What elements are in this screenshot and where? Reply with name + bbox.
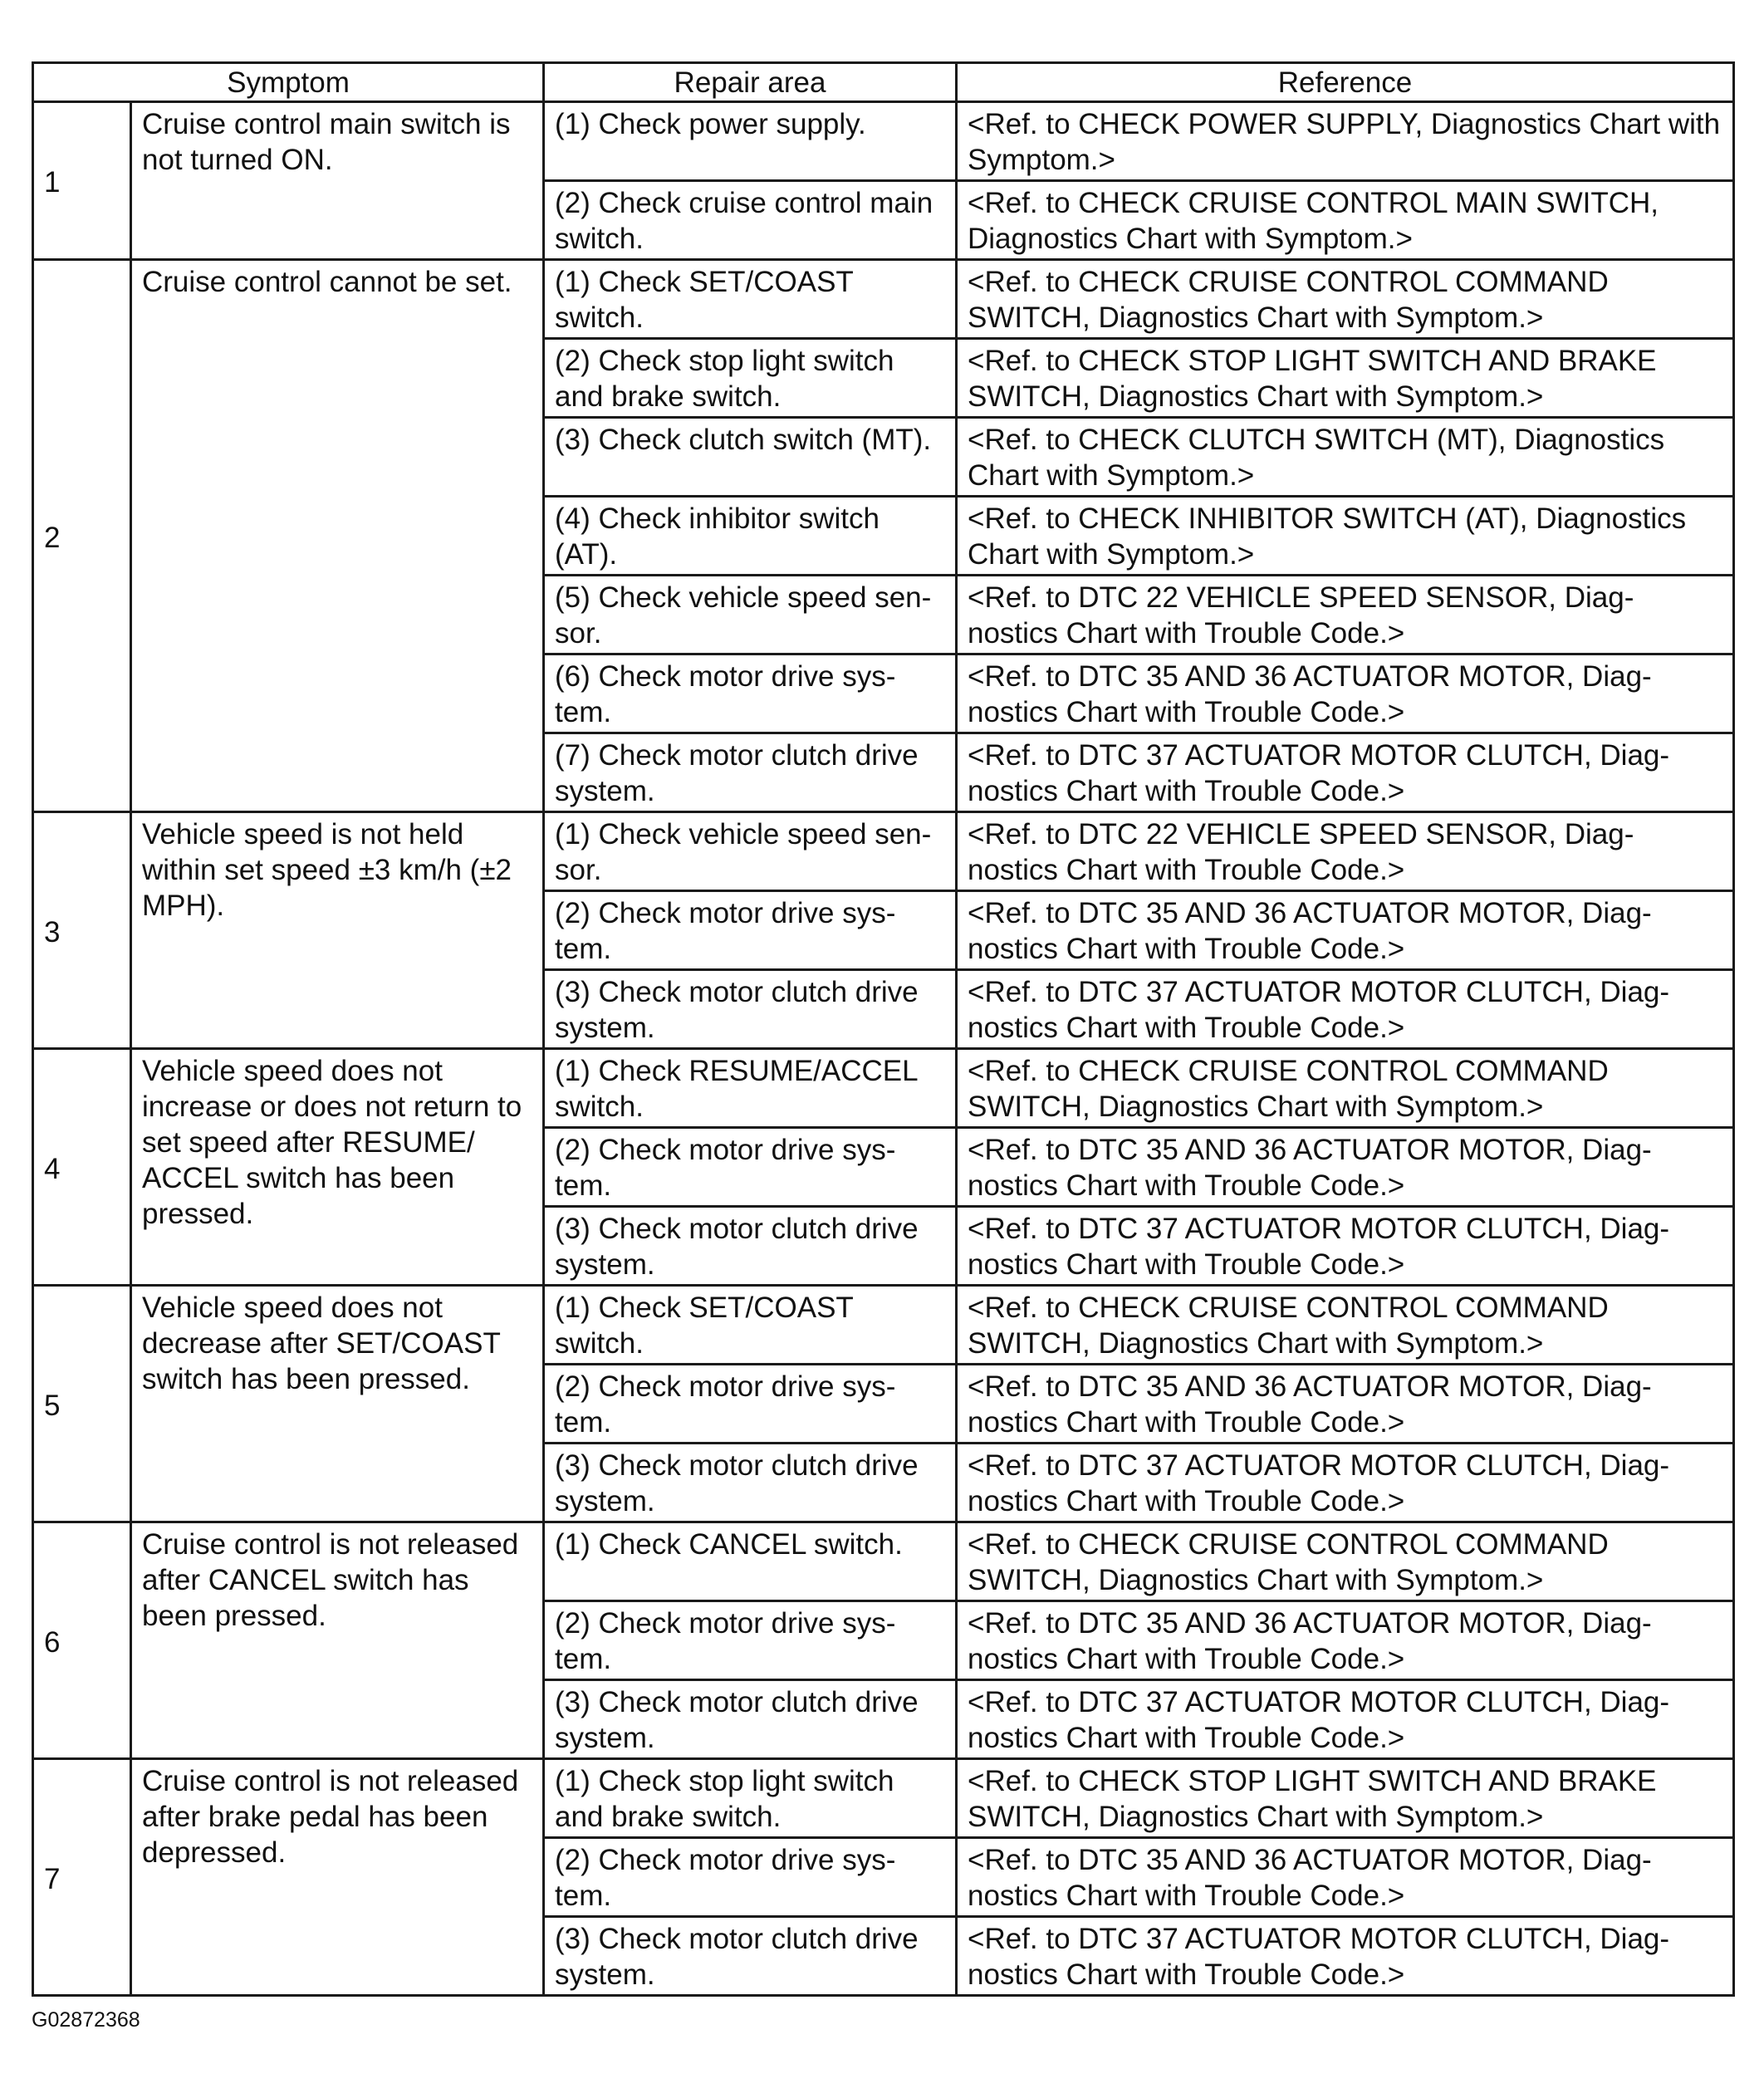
repair-area-cell: (2) Check stop light switch and brake switch. <box>544 339 957 418</box>
table-body <box>33 102 1734 1996</box>
symptom-description: Vehicle speed does not increase or does not return to set speed after RESUME/ ACCEL switch has been pressed. <box>131 1049 544 1286</box>
repair-area-cell: (2) Check motor drive sys-tem. <box>544 1601 957 1680</box>
table-row <box>33 1759 1734 1838</box>
symptom-description: Cruise control cannot be set. <box>131 260 544 812</box>
header-repair-area: Repair area <box>544 63 957 102</box>
repair-area-cell: (6) Check motor drive sys-tem. <box>544 654 957 733</box>
repair-area-cell: (2) Check cruise control main switch. <box>544 181 957 260</box>
repair-area-cell: (1) Check power supply. <box>544 102 957 181</box>
table-row <box>33 260 1734 339</box>
header-symptom: Symptom <box>33 63 544 102</box>
repair-area-cell: (5) Check vehicle speed sen-sor. <box>544 576 957 654</box>
reference-cell: <Ref. to DTC 37 ACTUATOR MOTOR CLUTCH, Diag-nostics Chart with Trouble Code.> <box>957 1207 1734 1286</box>
reference-cell: <Ref. to CHECK CRUISE CONTROL MAIN SWITCH, Diagnostics Chart with Symptom.> <box>957 181 1734 260</box>
table-header-row <box>33 63 1734 102</box>
symptom-number: 4 <box>33 1049 131 1286</box>
reference-cell: <Ref. to CHECK POWER SUPPLY, Diagnostics Chart with Symptom.> <box>957 102 1734 181</box>
table-row <box>33 1286 1734 1365</box>
reference-cell: <Ref. to DTC 37 ACTUATOR MOTOR CLUTCH, Diag-nostics Chart with Trouble Code.> <box>957 1917 1734 1996</box>
reference-cell: <Ref. to DTC 35 AND 36 ACTUATOR MOTOR, Diag-nostics Chart with Trouble Code.> <box>957 654 1734 733</box>
repair-area-cell: (3) Check motor clutch drive system. <box>544 1680 957 1759</box>
reference-cell: <Ref. to DTC 37 ACTUATOR MOTOR CLUTCH, Diag-nostics Chart with Trouble Code.> <box>957 970 1734 1049</box>
reference-cell: <Ref. to CHECK CLUTCH SWITCH (MT), Diagnostics Chart with Symptom.> <box>957 418 1734 497</box>
reference-cell: <Ref. to DTC 37 ACTUATOR MOTOR CLUTCH, Diag-nostics Chart with Trouble Code.> <box>957 733 1734 812</box>
reference-cell: <Ref. to CHECK CRUISE CONTROL COMMAND SWITCH, Diagnostics Chart with Symptom.> <box>957 260 1734 339</box>
repair-area-cell: (1) Check SET/COAST switch. <box>544 260 957 339</box>
repair-area-cell: (7) Check motor clutch drive system. <box>544 733 957 812</box>
table-row <box>33 1522 1734 1601</box>
repair-area-cell: (1) Check vehicle speed sen-sor. <box>544 812 957 891</box>
reference-cell: <Ref. to DTC 35 AND 36 ACTUATOR MOTOR, Diag-nostics Chart with Trouble Code.> <box>957 891 1734 970</box>
reference-cell: <Ref. to CHECK CRUISE CONTROL COMMAND SWITCH, Diagnostics Chart with Symptom.> <box>957 1286 1734 1365</box>
symptom-description: Vehicle speed does not decrease after SET/COAST switch has been pressed. <box>131 1286 544 1522</box>
symptom-number: 7 <box>33 1759 131 1996</box>
symptom-description: Cruise control is not released after CANCEL switch has been pressed. <box>131 1522 544 1759</box>
reference-cell: <Ref. to DTC 35 AND 36 ACTUATOR MOTOR, Diag-nostics Chart with Trouble Code.> <box>957 1838 1734 1917</box>
reference-cell: <Ref. to DTC 22 VEHICLE SPEED SENSOR, Diag-nostics Chart with Trouble Code.> <box>957 812 1734 891</box>
symptom-description: Vehicle speed is not held within set speed ±3 km/h (±2 MPH). <box>131 812 544 1049</box>
reference-cell: <Ref. to DTC 35 AND 36 ACTUATOR MOTOR, Diag-nostics Chart with Trouble Code.> <box>957 1365 1734 1444</box>
repair-area-cell: (1) Check stop light switch and brake switch. <box>544 1759 957 1838</box>
symptom-number: 3 <box>33 812 131 1049</box>
table-row <box>33 1049 1734 1128</box>
symptom-description: Cruise control is not released after brake pedal has been depressed. <box>131 1759 544 1996</box>
repair-area-cell: (2) Check motor drive sys-tem. <box>544 1128 957 1207</box>
header-reference: Reference <box>957 63 1734 102</box>
symptom-number: 6 <box>33 1522 131 1759</box>
repair-area-cell: (1) Check RESUME/ACCEL switch. <box>544 1049 957 1128</box>
table-row <box>33 102 1734 181</box>
symptom-number: 5 <box>33 1286 131 1522</box>
reference-cell: <Ref. to DTC 22 VEHICLE SPEED SENSOR, Diag-nostics Chart with Trouble Code.> <box>957 576 1734 654</box>
symptom-number: 1 <box>33 102 131 260</box>
repair-area-cell: (1) Check SET/COAST switch. <box>544 1286 957 1365</box>
repair-area-cell: (4) Check inhibitor switch (AT). <box>544 497 957 576</box>
repair-area-cell: (3) Check motor clutch drive system. <box>544 1444 957 1522</box>
figure-id: G02872368 <box>32 2008 140 2032</box>
reference-cell: <Ref. to DTC 35 AND 36 ACTUATOR MOTOR, Diag-nostics Chart with Trouble Code.> <box>957 1128 1734 1207</box>
reference-cell: <Ref. to DTC 37 ACTUATOR MOTOR CLUTCH, Diag-nostics Chart with Trouble Code.> <box>957 1444 1734 1522</box>
reference-cell: <Ref. to CHECK CRUISE CONTROL COMMAND SWITCH, Diagnostics Chart with Symptom.> <box>957 1049 1734 1128</box>
reference-cell: <Ref. to CHECK CRUISE CONTROL COMMAND SWITCH, Diagnostics Chart with Symptom.> <box>957 1522 1734 1601</box>
repair-area-cell: (1) Check CANCEL switch. <box>544 1522 957 1601</box>
repair-area-cell: (2) Check motor drive sys-tem. <box>544 1365 957 1444</box>
symptom-description: Cruise control main switch is not turned ON. <box>131 102 544 260</box>
table-row <box>33 812 1734 891</box>
reference-cell: <Ref. to CHECK STOP LIGHT SWITCH AND BRAKE SWITCH, Diagnostics Chart with Symptom.> <box>957 1759 1734 1838</box>
reference-cell: <Ref. to DTC 35 AND 36 ACTUATOR MOTOR, Diag-nostics Chart with Trouble Code.> <box>957 1601 1734 1680</box>
repair-area-cell: (3) Check clutch switch (MT). <box>544 418 957 497</box>
reference-cell: <Ref. to DTC 37 ACTUATOR MOTOR CLUTCH, Diag-nostics Chart with Trouble Code.> <box>957 1680 1734 1759</box>
repair-area-cell: (3) Check motor clutch drive system. <box>544 970 957 1049</box>
repair-area-cell: (2) Check motor drive sys-tem. <box>544 1838 957 1917</box>
repair-area-cell: (2) Check motor drive sys-tem. <box>544 891 957 970</box>
repair-area-cell: (3) Check motor clutch drive system. <box>544 1917 957 1996</box>
reference-cell: <Ref. to CHECK INHIBITOR SWITCH (AT), Diagnostics Chart with Symptom.> <box>957 497 1734 576</box>
symptom-number: 2 <box>33 260 131 812</box>
diagnostics-table <box>32 61 1735 1997</box>
repair-area-cell: (3) Check motor clutch drive system. <box>544 1207 957 1286</box>
reference-cell: <Ref. to CHECK STOP LIGHT SWITCH AND BRAKE SWITCH, Diagnostics Chart with Symptom.> <box>957 339 1734 418</box>
